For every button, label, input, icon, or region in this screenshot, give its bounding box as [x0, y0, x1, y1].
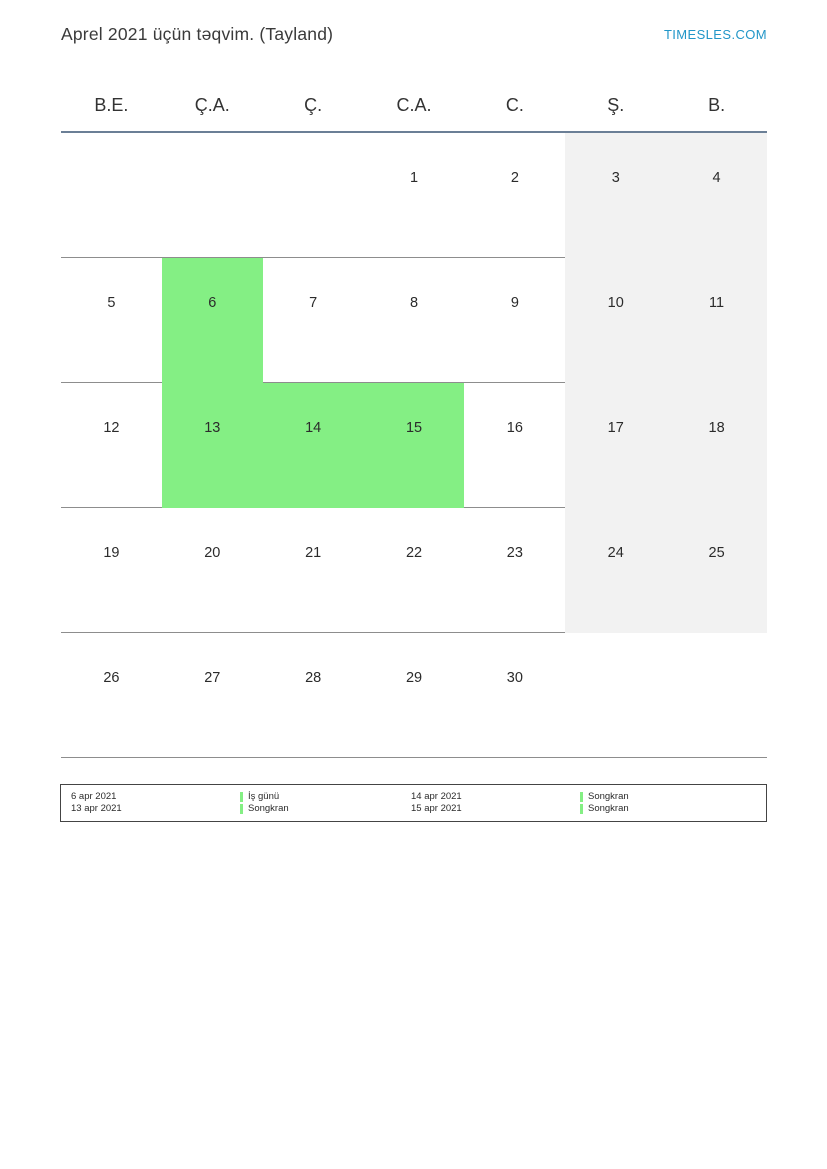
- cell-divider: [162, 757, 263, 758]
- legend-date: 15 apr 2021: [411, 803, 462, 814]
- calendar-day-cell[interactable]: [666, 633, 767, 758]
- cell-divider: [666, 632, 767, 633]
- cell-divider: [464, 257, 565, 258]
- weekday-header-row: [61, 84, 767, 126]
- calendar-day-cell[interactable]: [162, 508, 263, 633]
- day-number: 28: [305, 670, 322, 686]
- cell-divider: [464, 632, 565, 633]
- day-number: 1: [409, 170, 419, 186]
- legend-event: [240, 791, 279, 804]
- legend-event-label: Songkran: [588, 803, 629, 814]
- calendar-week-row: [61, 133, 767, 258]
- calendar-day-cell[interactable]: [364, 133, 465, 258]
- calendar-day-cell[interactable]: [162, 633, 263, 758]
- event-color-swatch-icon: [240, 792, 243, 802]
- calendar-day-cell[interactable]: [61, 133, 162, 258]
- calendar-week-row: [61, 258, 767, 383]
- day-number: 7: [309, 295, 318, 311]
- legend-event-label: İş günü: [248, 790, 280, 802]
- cell-divider: [263, 382, 364, 383]
- day-number: 24: [607, 545, 624, 561]
- day-number: 20: [204, 545, 221, 561]
- weekday-header: Ş.: [607, 94, 625, 115]
- calendar-day-cell-weekend[interactable]: [565, 258, 666, 383]
- day-number: 19: [103, 545, 120, 561]
- calendar-day-cell-event[interactable]: [364, 383, 465, 508]
- day-number: 17: [607, 420, 624, 436]
- calendar-day-cell-weekend[interactable]: [666, 508, 767, 633]
- calendar-day-cell[interactable]: [464, 633, 565, 758]
- cell-divider: [61, 382, 162, 383]
- calendar-day-cell-event[interactable]: [162, 383, 263, 508]
- weekday-header: Ç.: [304, 94, 323, 115]
- day-number: 2: [510, 170, 519, 186]
- calendar-day-cell[interactable]: [464, 383, 565, 508]
- cell-divider: [263, 507, 364, 508]
- day-number: 30: [506, 670, 523, 686]
- calendar-day-cell[interactable]: [263, 508, 364, 633]
- weekday-header: Ç.A.: [194, 94, 230, 115]
- calendar-day-cell[interactable]: [61, 633, 162, 758]
- event-color-swatch-icon: [580, 792, 583, 802]
- cell-divider: [61, 632, 162, 633]
- day-number: 6: [208, 295, 217, 311]
- calendar-day-cell[interactable]: [364, 508, 465, 633]
- legend-dates-group-2: [401, 791, 576, 816]
- cell-divider: [162, 257, 263, 258]
- day-number: 29: [405, 670, 423, 686]
- calendar-week-row: [61, 383, 767, 508]
- cell-divider: [61, 507, 162, 508]
- legend-event: [240, 803, 289, 816]
- event-color-swatch-icon: [580, 804, 583, 814]
- day-number: 11: [709, 295, 725, 311]
- cell-divider: [263, 632, 364, 633]
- weekday-header: C.: [505, 94, 524, 115]
- calendar-day-cell-event[interactable]: [162, 258, 263, 383]
- cell-divider: [61, 257, 162, 258]
- day-number: 26: [103, 670, 120, 686]
- cell-divider: [162, 507, 263, 508]
- legend-date: 6 apr 2021: [71, 790, 117, 802]
- cell-divider: [61, 757, 162, 758]
- cell-divider: [666, 382, 767, 383]
- calendar-day-cell[interactable]: [565, 633, 666, 758]
- day-number: 21: [305, 545, 322, 561]
- calendar-day-cell-event[interactable]: [263, 383, 364, 508]
- calendar-week-row: [61, 508, 767, 633]
- calendar-day-cell[interactable]: [464, 133, 565, 258]
- calendar-day-cell-weekend[interactable]: [666, 383, 767, 508]
- calendar-day-cell-weekend[interactable]: [666, 133, 767, 258]
- calendar-day-cell-weekend[interactable]: [565, 133, 666, 258]
- calendar-day-cell-weekend[interactable]: [565, 383, 666, 508]
- cell-divider: [464, 507, 565, 508]
- legend-event: [580, 791, 629, 804]
- site-brand-link[interactable]: TIMESLES.COM: [663, 26, 767, 42]
- legend-event: [580, 803, 629, 816]
- calendar-day-cell[interactable]: [61, 383, 162, 508]
- cell-divider: [162, 632, 263, 633]
- cell-divider: [364, 257, 465, 258]
- calendar-day-cell[interactable]: [61, 508, 162, 633]
- day-number: 18: [708, 420, 725, 436]
- cell-divider: [565, 382, 666, 383]
- legend-event-label: Songkran: [248, 803, 289, 814]
- legend-box: [60, 784, 767, 822]
- day-number: 27: [204, 670, 221, 686]
- cell-divider: [263, 757, 364, 758]
- calendar-grid: [61, 84, 767, 758]
- calendar-week-row: [61, 633, 767, 758]
- calendar-day-cell-weekend[interactable]: [565, 508, 666, 633]
- day-number: 15: [405, 420, 423, 436]
- cell-divider: [666, 757, 767, 758]
- day-number: 16: [506, 420, 523, 436]
- day-number: 25: [708, 545, 725, 561]
- cell-divider: [565, 257, 666, 258]
- page-title: Aprel 2021 üçün təqvim. (Tayland): [61, 23, 334, 44]
- legend-events-group-1: [236, 791, 401, 816]
- cell-divider: [565, 757, 666, 758]
- weekday-header: B.E.: [94, 94, 129, 115]
- weekday-header: B.: [708, 94, 726, 115]
- legend-event-label: Songkran: [588, 790, 629, 802]
- cell-divider: [565, 632, 666, 633]
- calendar-day-cell[interactable]: [464, 258, 565, 383]
- calendar-day-cell[interactable]: [162, 133, 263, 258]
- calendar-day-cell[interactable]: [464, 508, 565, 633]
- cell-divider: [565, 507, 666, 508]
- calendar-day-cell[interactable]: [263, 633, 364, 758]
- cell-divider: [162, 382, 263, 383]
- day-number: 3: [611, 170, 620, 186]
- legend-dates-group-1: [61, 791, 236, 816]
- day-number: 5: [107, 295, 116, 311]
- calendar-day-cell[interactable]: [263, 133, 364, 258]
- cell-divider: [666, 507, 767, 508]
- calendar-day-cell-weekend[interactable]: [666, 258, 767, 383]
- cell-divider: [364, 757, 465, 758]
- cell-divider: [464, 757, 565, 758]
- day-number: 22: [405, 545, 423, 561]
- legend-events-group-2: [576, 791, 741, 816]
- calendar-day-cell[interactable]: [61, 258, 162, 383]
- day-number: 23: [506, 545, 523, 561]
- day-number: 8: [409, 295, 419, 311]
- legend-date: 14 apr 2021: [411, 790, 462, 802]
- cell-divider: [263, 257, 364, 258]
- day-number: 9: [510, 295, 519, 311]
- page-header: [61, 18, 767, 50]
- day-number: 10: [607, 295, 624, 311]
- day-number: 13: [204, 420, 221, 436]
- cell-divider: [464, 382, 565, 383]
- legend-date: 13 apr 2021: [71, 803, 122, 814]
- weekday-header: C.A.: [396, 94, 432, 115]
- day-number: 4: [712, 170, 721, 186]
- cell-divider: [364, 632, 465, 633]
- event-color-swatch-icon: [240, 804, 243, 814]
- cell-divider: [364, 382, 465, 383]
- calendar-day-cell[interactable]: [364, 633, 465, 758]
- cell-divider: [666, 257, 767, 258]
- day-number: 12: [103, 420, 120, 436]
- calendar-day-cell[interactable]: [263, 258, 364, 383]
- day-number: 14: [305, 420, 322, 436]
- calendar-day-cell[interactable]: [364, 258, 465, 383]
- cell-divider: [364, 507, 465, 508]
